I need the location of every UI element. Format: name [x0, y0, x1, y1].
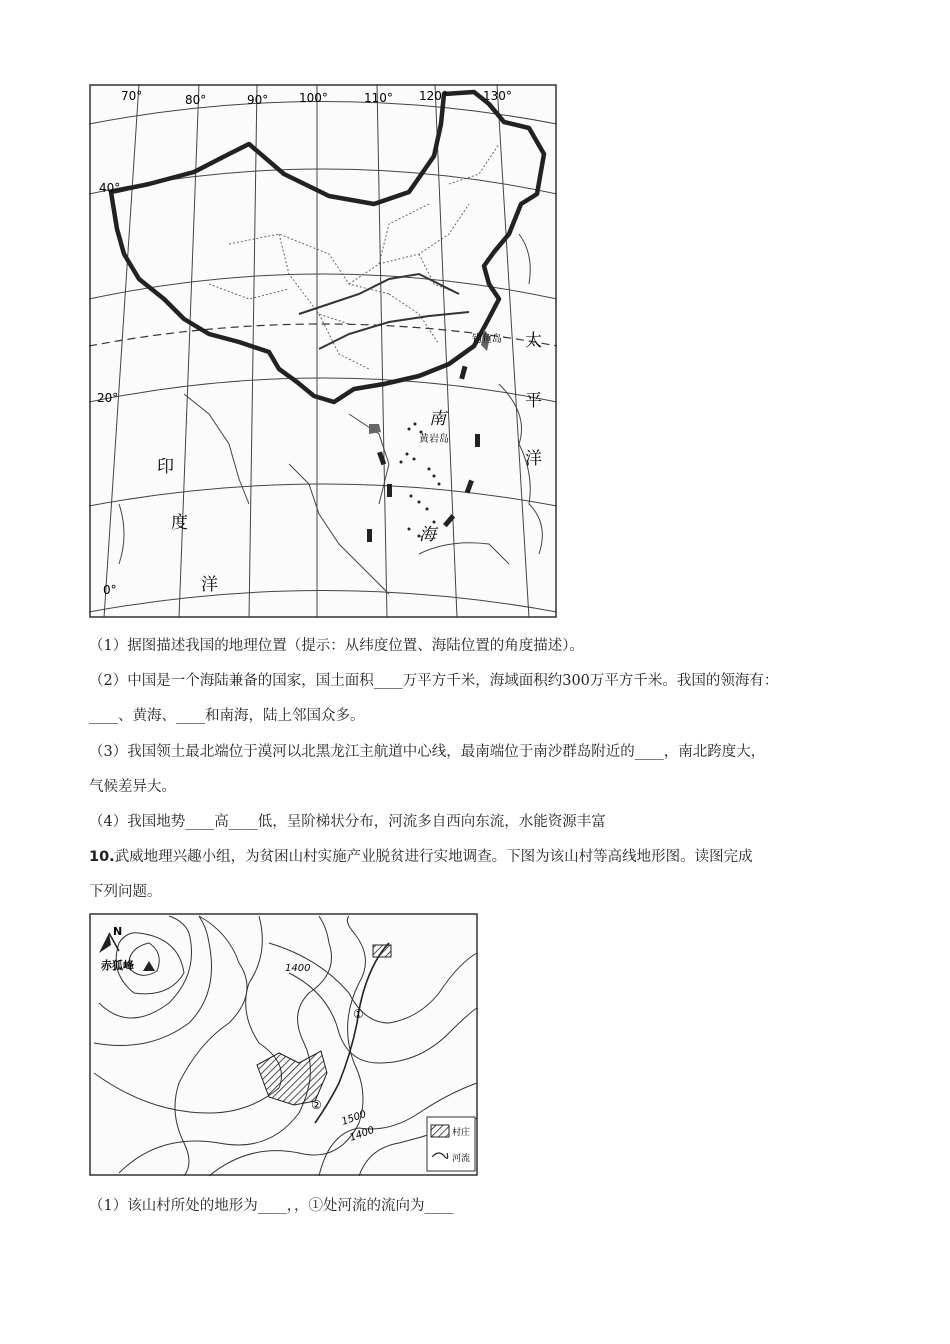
- north-label: N: [113, 925, 123, 938]
- marker-2: ②: [311, 1098, 322, 1112]
- label-ping: 平: [525, 391, 542, 411]
- label-nan: 南: [429, 409, 446, 429]
- label-diaoyu: 钓鱼岛: [472, 334, 502, 345]
- label-hai: 海: [419, 525, 436, 545]
- legend-village-swatch: [431, 1125, 449, 1137]
- lat-label-0: 0°: [103, 583, 117, 597]
- label-huangyan: 黄岩岛: [419, 434, 449, 445]
- legend-village-label: 村庄: [452, 1128, 471, 1138]
- legend-river-label: 河流: [452, 1154, 471, 1164]
- village-small: [373, 945, 391, 957]
- lon-label-70: 70°: [121, 89, 143, 103]
- lon-label-90: 90°: [247, 93, 269, 107]
- lon-label-110: 110°: [364, 91, 393, 105]
- contour-1500: 1500: [340, 1108, 368, 1128]
- lon-label-120: 120°: [419, 89, 448, 103]
- q9-part2-line1: （2）中国是一个海陆兼备的国家，国土面积____万平方千米，海域面积约300万平方千米。我国的领海有：: [89, 673, 779, 689]
- q9-part3-line2: 气候差异大。: [89, 779, 176, 795]
- q9-part2-line2: ____、黄海、____和南海，陆上邻国众多。: [89, 708, 365, 724]
- lon-label-100: 100°: [299, 91, 328, 105]
- china-location-map: [89, 84, 557, 618]
- lon-label-80: 80°: [185, 93, 207, 107]
- map1-frame: [90, 85, 556, 617]
- contour-map: [89, 913, 479, 1177]
- map2-frame: [90, 914, 477, 1175]
- lat-label-40: 40°: [99, 181, 121, 195]
- q10-stem-text: 武威地理兴趣小组，为贫困山村实施产业脱贫进行实地调查。下图为该山村等高线地形图。读图完成: [114, 849, 753, 865]
- q10-part1: （1）该山村所处的地形为____，，①处河流的流向为____: [89, 1198, 454, 1214]
- label-tai: 太: [525, 331, 542, 351]
- contour-1400-bottom: 1400: [348, 1124, 376, 1144]
- contour-1400-top: 1400: [285, 963, 311, 974]
- q9-part4: （4）我国地势____高____低，呈阶梯状分布，河流多自西向东流，水能资源丰富: [89, 814, 606, 830]
- lat-label-20: 20°: [97, 391, 119, 405]
- label-yang-pacific: 洋: [525, 449, 542, 469]
- q10-stem-line2: 下列问题。: [89, 884, 162, 900]
- q10-stem-line1: [89, 847, 753, 867]
- label-yang-indian: 洋: [201, 575, 218, 595]
- q9-part1: （1）据图描述我国的地理位置（提示：从纬度位置、海陆位置的角度描述）。: [89, 638, 584, 654]
- q10-number: 10.: [89, 849, 115, 865]
- peak-label: 赤狐峰: [101, 959, 134, 972]
- lon-label-130: 130°: [483, 89, 512, 103]
- label-du: 度: [171, 513, 188, 533]
- q9-part3-line1: （3）我国领土最北端位于漠河以北黑龙江主航道中心线，最南端位于南沙群岛附近的____，南北跨度大，: [89, 744, 766, 760]
- label-yin: 印: [157, 457, 174, 477]
- marker-1: ①: [353, 1007, 364, 1021]
